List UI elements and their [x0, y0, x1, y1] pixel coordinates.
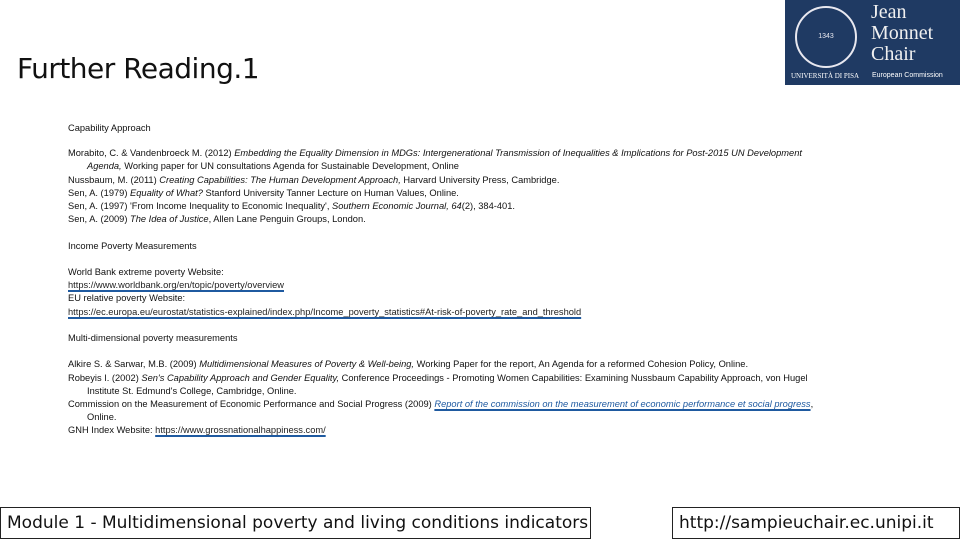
gnh-link[interactable]: https://www.grossnationalhappiness.com/ — [155, 425, 326, 435]
reference — [68, 373, 808, 383]
reference-cont: Institute St. Edmund's College, Cambridge, Online. — [87, 386, 297, 396]
ref-text: Sen, A. (1997) 'From Income Inequality to Economic Inequality', — [68, 201, 332, 211]
worldbank-link[interactable]: https://www.worldbank.org/en/topic/poverty/overview — [68, 280, 284, 290]
jean-monnet-chair-logo — [785, 0, 960, 85]
link-label: World Bank extreme poverty Website: — [68, 267, 224, 277]
ref-text: (2), 384-401. — [461, 201, 515, 211]
ref-title: Agenda, — [87, 161, 122, 171]
reference — [68, 425, 326, 435]
footer-url[interactable]: http://sampieuchair.ec.unipi.it — [672, 507, 960, 539]
ref-text: Conference Proceedings - Promoting Women Capabilities: Examining Nussbaum Capability Approach, von Hugel — [339, 373, 808, 383]
ref-text: , Allen Lane Penguin Groups, London. — [208, 214, 366, 224]
commission-report-link[interactable]: Report of the commission on the measurement of economic performance et social progress — [434, 399, 811, 409]
reference-cont — [87, 161, 459, 171]
ref-text: Working paper for UN consultations Agenda for Sustainable Development, Online — [121, 161, 459, 171]
reference — [68, 214, 366, 224]
footer-module: Module 1 - Multidimensional poverty and living conditions indicators — [0, 507, 591, 539]
reference — [68, 188, 459, 198]
ref-title: Creating Capabilities: The Human Development Approach, — [159, 175, 401, 185]
logo-text: Chair — [871, 43, 916, 65]
logo-text: Jean — [871, 1, 907, 23]
ref-text: Nussbaum, M. (2011) — [68, 175, 160, 185]
ref-text: Robeyis I. (2002) — [68, 373, 142, 383]
ref-title: Equality of What? — [130, 188, 203, 198]
ref-text: Harvard University Press, Cambridge. — [400, 175, 560, 185]
reference — [68, 399, 813, 409]
ref-title: Embedding the Equality Dimension in MDGs: Intergenerational Transmission of Inequalities & Implications for Post-2015 UN Development — [234, 148, 802, 158]
page-title: Further Reading.1 — [17, 52, 260, 85]
section-heading: Capability Approach — [68, 123, 151, 133]
ref-text: Morabito, C. & Vandenbroeck M. (2012) — [68, 148, 235, 158]
ref-text: , — [810, 399, 814, 409]
reference — [68, 359, 748, 369]
eurostat-link[interactable]: https://ec.europa.eu/eurostat/statistics-explained/index.php/Income_poverty_statistics#At-risk-of-poverty_rate_and_threshold — [68, 307, 582, 317]
ref-text: Commission on the Measurement of Economic Performance and Social Progress (2009) — [68, 399, 435, 409]
section-heading: Income Poverty Measurements — [68, 241, 197, 251]
logo-university: UNIVERSITÀ DI PISA — [791, 72, 860, 80]
ref-title: Multidimensional Measures of Poverty & Well-being, — [199, 359, 415, 369]
link-label: EU relative poverty Website: — [68, 293, 186, 303]
logo-ec: European Commission — [872, 72, 943, 79]
ref-text: Alkire S. & Sarwar, M.B. (2009) — [68, 359, 200, 369]
ref-text: Working Paper for the report, An Agenda for a reformed Cohesion Policy, Online. — [414, 359, 749, 369]
university-seal-icon: 1343 — [795, 6, 857, 68]
ref-title: The Idea of Justice — [130, 214, 209, 224]
reference — [68, 201, 515, 211]
ref-text: Stanford University Tanner Lecture on Human Values, Online. — [202, 188, 459, 198]
ref-text: Sen, A. (1979) — [68, 188, 131, 198]
reference — [68, 175, 559, 185]
ref-title: Sen's Capability Approach and Gender Equality, — [141, 373, 340, 383]
reference — [68, 148, 802, 158]
logo-text: Monnet — [871, 22, 934, 44]
ref-text: GNH Index Website: — [68, 425, 156, 435]
ref-text: Sen, A. (2009) — [68, 214, 131, 224]
section-heading: Multi-dimensional poverty measurements — [68, 333, 238, 343]
ref-title: Southern Economic Journal, 64 — [332, 201, 462, 211]
reference-cont: Online. — [87, 412, 117, 422]
